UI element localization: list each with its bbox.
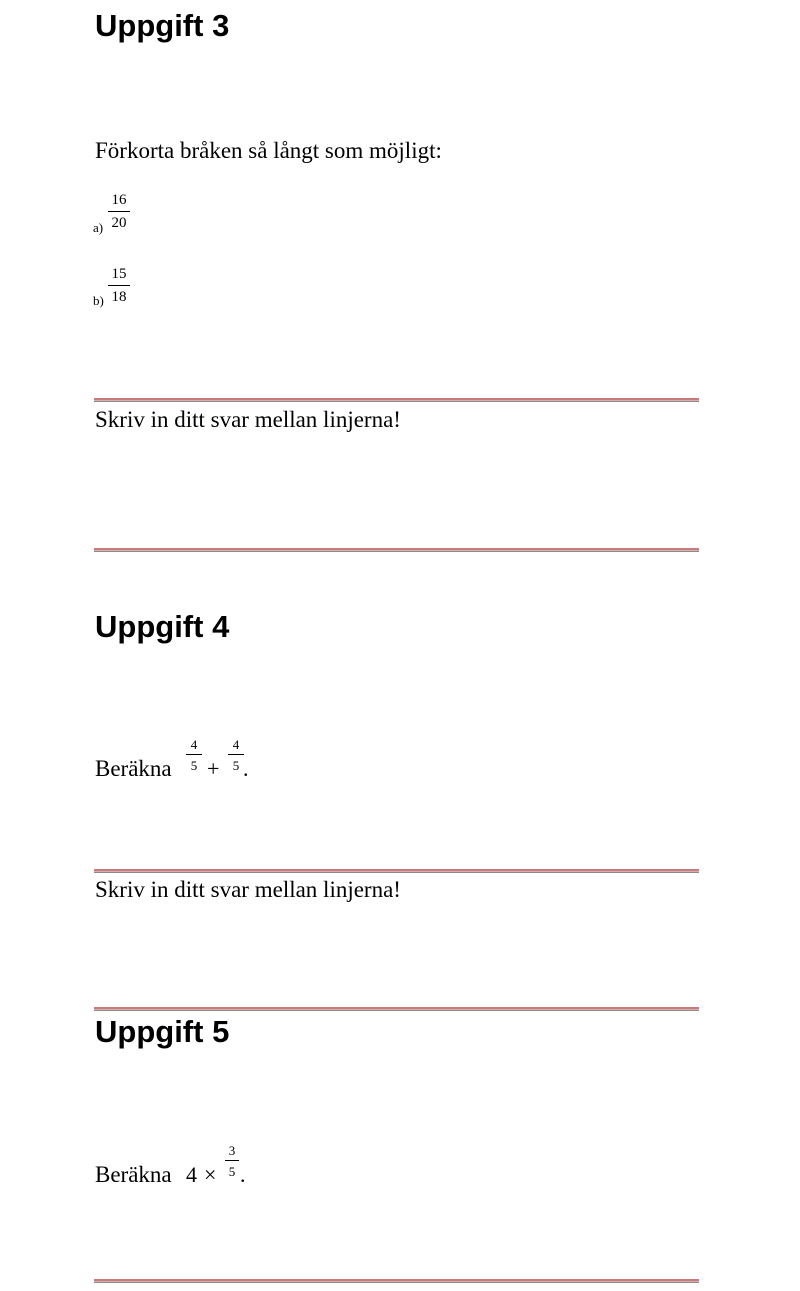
task3-item-a-fraction: [108, 192, 130, 232]
task4-prompt: Beräkna: [95, 756, 172, 781]
task3-item-a-denominator: 20: [111, 215, 127, 231]
task3-item-b-denominator: 18: [111, 289, 127, 305]
task4-fraction-2-numerator: 4: [232, 737, 240, 752]
task5-period: .: [240, 1162, 246, 1187]
task4-fraction-1: [186, 737, 202, 773]
task3-heading: Uppgift 3: [95, 8, 230, 43]
fraction-bar: [228, 754, 244, 755]
task4-answer-hint: Skriv in ditt svar mellan linjerna!: [95, 877, 401, 902]
task3-item-b-label: b): [93, 293, 104, 308]
task3-prompt: Förkorta bråken så långt som möjligt:: [95, 138, 442, 163]
fraction-bar: [186, 754, 202, 755]
fraction-bar: [108, 285, 130, 286]
task3-item-b-fraction: [108, 266, 130, 306]
task4-heading: Uppgift 4: [95, 609, 230, 644]
answer-bottom-rule: [94, 548, 699, 552]
task4-fraction-2-denominator: 5: [232, 758, 240, 773]
fraction-bar: [225, 1160, 239, 1161]
answer-top-rule: [94, 869, 699, 873]
times-operator: ×: [204, 1162, 217, 1187]
task3-answer-hint: Skriv in ditt svar mellan linjerna!: [95, 407, 401, 432]
answer-top-rule: [94, 398, 699, 402]
task3-item-b-numerator: 15: [111, 266, 127, 282]
task3-item-a-numerator: 16: [111, 192, 127, 208]
fraction-bar: [108, 211, 130, 212]
task3-item-a-label: a): [93, 220, 104, 235]
task5-heading: Uppgift 5: [95, 1014, 230, 1049]
plus-operator: +: [207, 756, 220, 781]
answer-top-rule: [94, 1279, 699, 1283]
task5-fraction: [225, 1143, 239, 1179]
task5-prompt: Beräkna: [95, 1162, 172, 1187]
task4-fraction-1-denominator: 5: [190, 758, 198, 773]
task4-period: .: [243, 756, 249, 781]
task5-factor: 4: [186, 1162, 197, 1187]
answer-bottom-rule: [94, 1007, 699, 1011]
task5-fraction-numerator: 3: [228, 1143, 236, 1158]
task4-fraction-2: [228, 737, 244, 773]
task5-fraction-denominator: 5: [228, 1164, 236, 1179]
task4-fraction-1-numerator: 4: [190, 737, 198, 752]
